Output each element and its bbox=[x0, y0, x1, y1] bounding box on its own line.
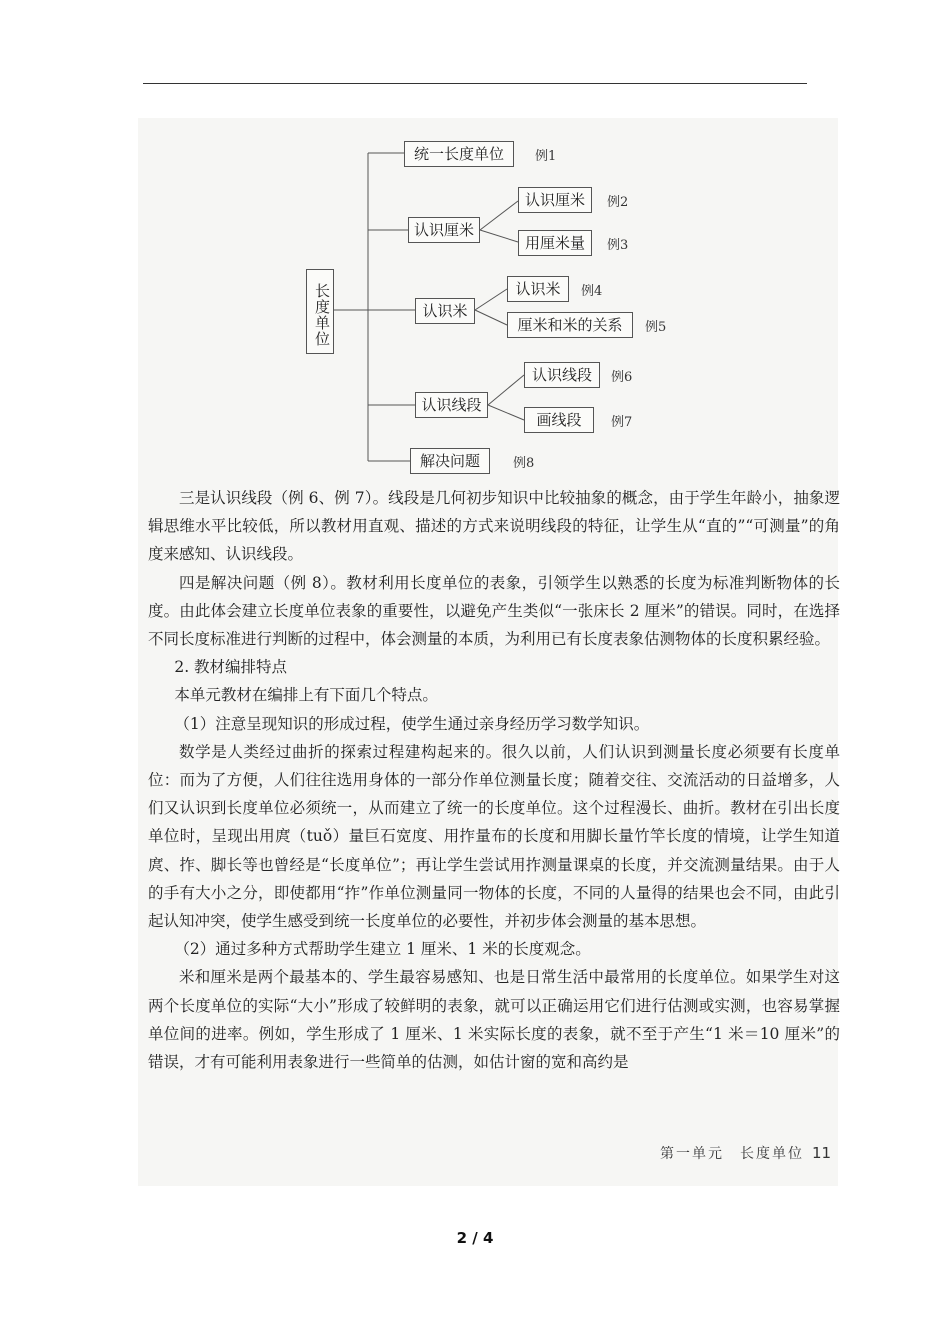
example-label: 例1 bbox=[535, 149, 557, 164]
running-footer bbox=[660, 1143, 831, 1163]
example-label: 例4 bbox=[581, 284, 603, 299]
example-label: 例5 bbox=[645, 320, 667, 335]
node-know-m: 认识米 bbox=[507, 276, 569, 302]
running-head: 第一单元 长度单位 bbox=[660, 1146, 804, 1162]
node-solve-problems: 解决问题 bbox=[410, 448, 490, 474]
subheading: （1）注意呈现知识的形成过程，使学生通过亲身经历学习数学知识。 bbox=[174, 714, 650, 733]
node-know-cm: 认识厘米 bbox=[518, 187, 592, 213]
body-text bbox=[148, 484, 840, 1076]
node-cm-m-relation: 厘米和米的关系 bbox=[507, 312, 633, 338]
paragraph: 数学是人类经过曲折的探索过程建构起来的。很久以前，人们认识到测量长度必须要有长度单位：而为了方便，人们往往选用身体的一部分作单位测量长度；随着交往、交流活动的日益增多，人们又认识到长度单位必须统一，从而建立了统一的长度单位。这个过程漫长、曲折。教材在引出长度单位时，呈现出用庹（tuǒ）量巨石宽度、用拃量布的长度和用脚长量竹竿长度的情境，让学生知道庹、拃、脚长等也曾经是“长度单位”；再让学生尝试用拃测量课桌的长度，并交流测量结果。由于人的手有大小之分，即使都用“拃”作单位测量同一物体的长度，不同的人量得的结果也会不同，由此引起认知冲突，使学生感受到统一长度单位的必要性，并初步体会测量的基本思想。 bbox=[148, 742, 840, 931]
example-label: 例3 bbox=[607, 238, 629, 253]
page-indicator: 2 / 4 bbox=[456, 1229, 494, 1247]
node-draw-segment: 画线段 bbox=[524, 407, 594, 433]
paragraph: 三是认识线段（例 6、例 7）。线段是几何初步知识中比较抽象的概念，由于学生年龄小，抽象逻辑思维水平比较低，所以教材用直观、描述的方式来说明线段的特征，让学生从“直的”“可测量”的角度来感知、认识线段。 bbox=[148, 489, 840, 564]
node-unify-units: 统一长度单位 bbox=[404, 141, 514, 167]
book-page-number: 11 bbox=[812, 1144, 832, 1162]
section-heading: 2. 教材编排特点 bbox=[174, 658, 288, 677]
example-label: 例6 bbox=[611, 370, 633, 385]
node-m: 认识米 bbox=[415, 298, 475, 324]
node-know-segment: 认识线段 bbox=[524, 362, 600, 388]
example-label: 例7 bbox=[611, 415, 633, 430]
example-label: 例8 bbox=[513, 456, 535, 471]
example-label: 例2 bbox=[607, 195, 629, 210]
node-segment: 认识线段 bbox=[415, 392, 488, 418]
subheading: （2）通过多种方式帮助学生建立 1 厘米、1 米的长度观念。 bbox=[174, 940, 591, 959]
paragraph: 本单元教材在编排上有下面几个特点。 bbox=[174, 686, 438, 705]
paragraph: 米和厘米是两个最基本的、学生最容易感知、也是日常生活中最常用的长度单位。如果学生对这两个长度单位的实际“大小”形成了较鲜明的表象，就可以正确运用它们进行估测或实测，也容易掌握单位间的进率。例如，学生形成了 1 厘米、1 米实际长度的表象，就不至于产生“1 米＝10 厘米”的错误，才有可能利用表象进行一些简单的估测，如估计窗的宽和高约是 bbox=[148, 968, 840, 1072]
node-measure-cm: 用厘米量 bbox=[518, 230, 592, 256]
diagram-root: 长度单位 bbox=[306, 269, 334, 354]
paragraph: 四是解决问题（例 8）。教材利用长度单位的表象，引领学生以熟悉的长度为标准判断物体的长度。由此体会建立长度单位表象的重要性，以避免产生类似“一张床长 2 厘米”的错误。同时，在选择不同长度标准进行判断的过程中，体会测量的本质，为利用已有长度表象估测物体的长度积累经验。 bbox=[148, 573, 840, 649]
node-cm: 认识厘米 bbox=[408, 217, 480, 243]
